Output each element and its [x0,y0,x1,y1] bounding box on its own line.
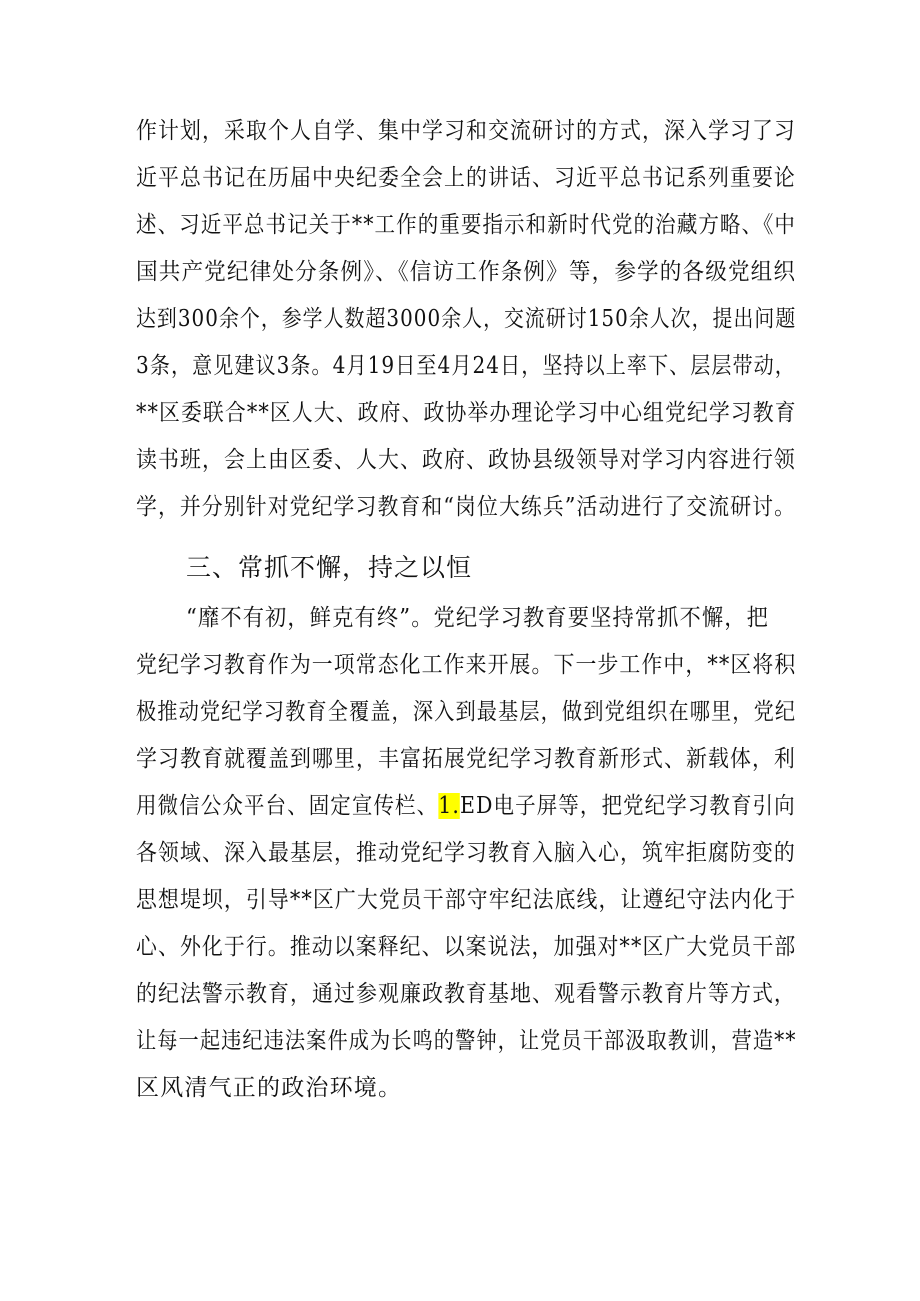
paragraph-line: 思想堤坝，引导**区广大党员干部守牢纪法底线，让遵纪守法内化于 [136,887,797,913]
paragraph-line: 极推动党纪学习教育全覆盖，深入到最基层，做到党组织在哪里，党纪 [136,699,797,725]
paragraph-line: 作计划，采取个人自学、集中学习和交流研讨的方式，深入学习了习 [136,118,796,144]
highlighted-text: 1. [438,793,460,819]
paragraph-line: “靡不有初，鲜克有终”。党纪学习教育要坚持常抓不懈，把 [186,605,769,631]
paragraph-line: 各领域、深入最基层，推动党纪学习教育入脑入心，筑牢拒腐防变的 [136,840,796,866]
paragraph-line: 党纪学习教育作为一项常态化工作来开展。下一步工作中，**区将积 [136,652,797,678]
paragraph-line: 述、习近平总书记关于**工作的重要指示和新时代党的治藏方略、《中 [136,212,796,238]
paragraph-line: 心、外化于行。推动以案释纪、以案说法，加强对**区广大党员干部 [136,934,797,960]
paragraph-line: 达到300余个，参学人数超3000余人，交流研讨150余人次，提出问题 [136,306,797,332]
paragraph-line [136,791,796,821]
paragraph-line: **区委联合**区人大、政府、政协举办理论学习中心组党纪学习教育 [136,400,797,426]
paragraph-line: 的纪法警示教育，通过参观廉政教育基地、观看警示教育片等方式， [136,981,796,1007]
line-text: ED电子屏等，把党纪学习教育引向 [459,793,796,819]
paragraph-line: 读书班，会上由区委、人大、政府、政协县级领导对学习内容进行领 [136,447,796,473]
line-text: 用微信公众平台、固定宣传栏、 [136,793,439,819]
paragraph-line: 区风清气正的政治环境。 [136,1075,403,1101]
paragraph-line: 学习教育就覆盖到哪里，丰富拓展党纪学习教育新形式、新载体，利 [136,746,796,772]
paragraph-line: 3条，意见建议3条。4月19日至4月24日，坚持以上率下、层层带动， [136,353,796,379]
paragraph-line: 国共产党纪律处分条例》、《信访工作条例》等，参学的各级党组织 [136,259,797,285]
paragraph-line: 学，并分别针对党纪学习教育和“岗位大练兵”活动进行了交流研讨。 [136,494,797,520]
paragraph-line: 让每一起违纪违法案件成为长鸣的警钟，让党员干部汲取教训，营造** [136,1028,797,1054]
paragraph-line: 近平总书记在历届中央纪委全会上的讲话、习近平总书记系列重要论 [136,165,796,191]
section-heading: 三、常抓不懈，持之以恒 [186,553,473,582]
